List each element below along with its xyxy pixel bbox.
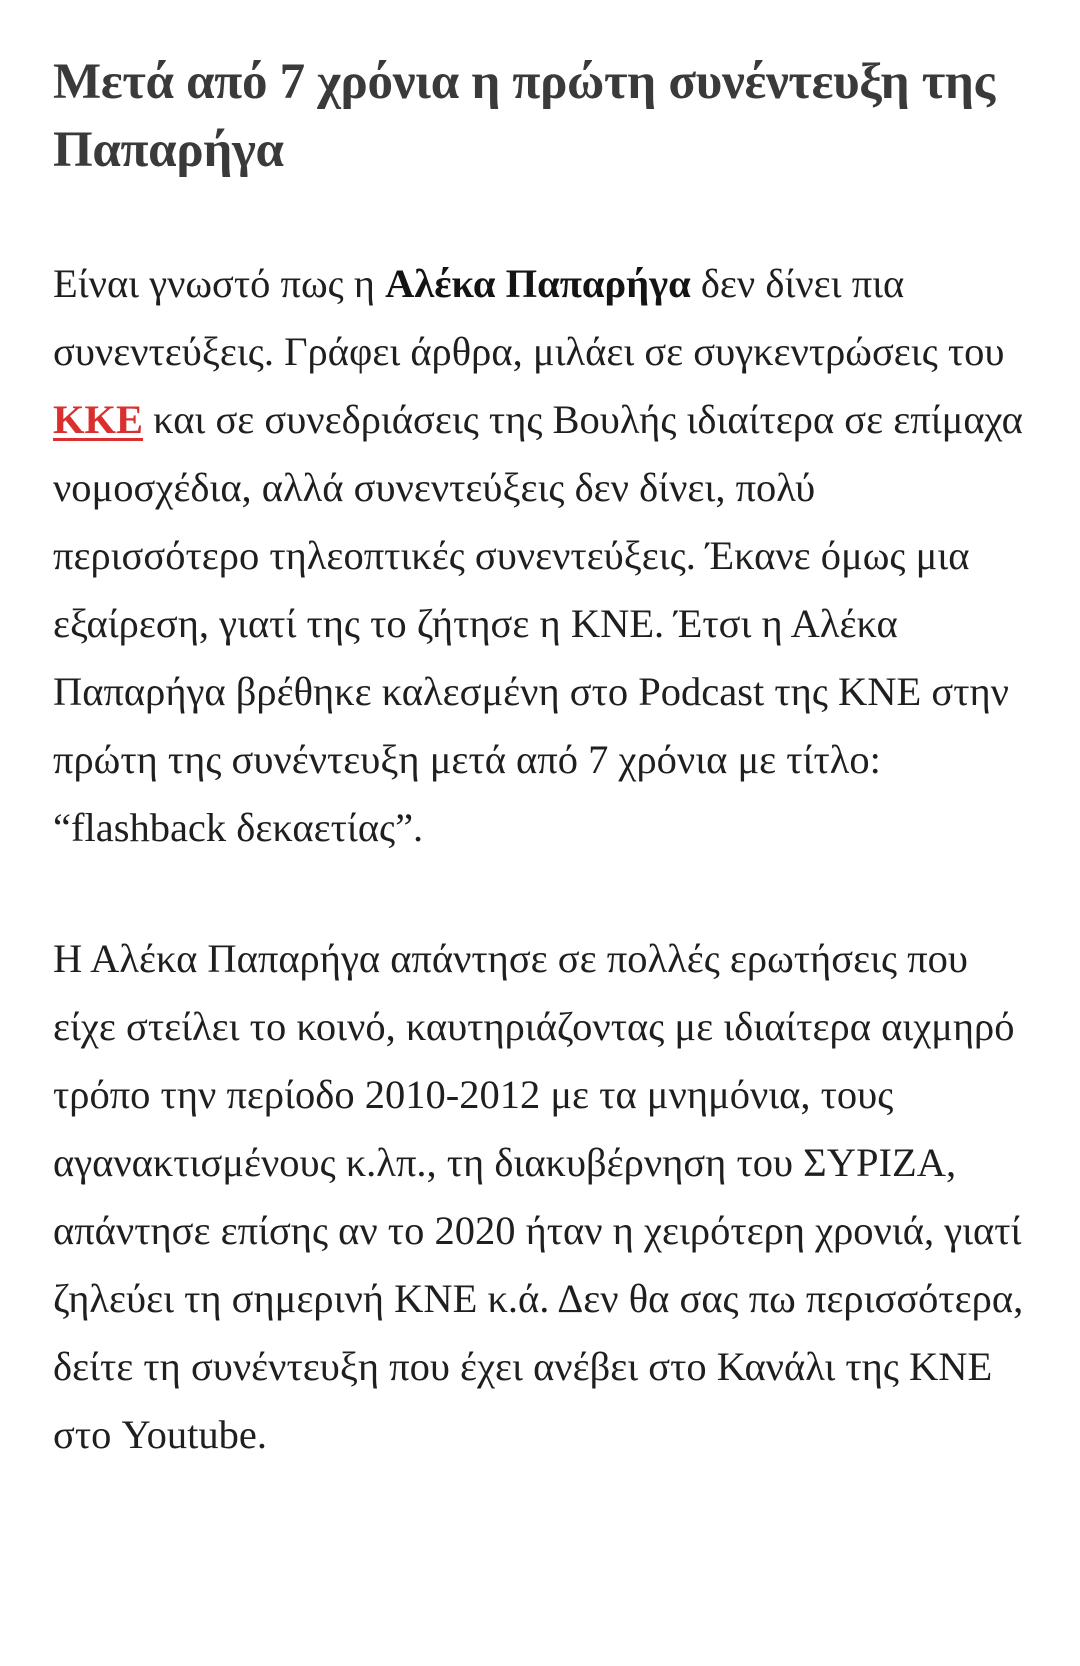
paragraph-1-text-c: και σε συνεδριάσεις της Βουλής ιδιαίτερα σε επίμαχα νομοσχέδια, αλλά συνεντεύξεις δεν δίνει, πολύ περισσότερο τηλεοπτικές συνεντεύξεις. Έκανε όμως μια εξαίρεση, γιατί της το ζήτησε η ΚΝΕ. Έτσι η Αλέκα Παπαρήγα βρέθηκε καλεσμένη στο Podcast της ΚΝΕ στην πρώτη της συνέντευξη μετά από 7 χρόνια με τίτλο: “flashback δεκαετίας”.	[53, 397, 1023, 850]
paragraph-1-text-b: δεν δίνει πια συνεντεύξεις. Γράφει άρθρα, μιλάει σε συγκεντρώσεις του	[53, 261, 1005, 374]
paragraph-1-text-a: Είναι γνωστό πως η	[53, 261, 386, 306]
article-paragraph-2: Η Αλέκα Παπαρήγα απάντησε σε πολλές ερωτήσεις που είχε στείλει το κοινό, καυτηριάζοντας με ιδιαίτερα αιχμηρό τρόπο την περίοδο 2010-2012 με τα μνημόνια, τους αγανακτισμένους κ.λπ., τη διακυβέρνηση του ΣΥΡΙΖΑ, απάντησε επίσης αν το 2020 ήταν η χειρότερη χρονιά, γιατί ζηλεύει τη σημερινή ΚΝΕ κ.ά. Δεν θα σας πω περισσότερα, δείτε τη συνέντευξη που έχει ανέβει στο Κανάλι της ΚΝΕ στο Youtube.	[53, 936, 1024, 1457]
kke-link[interactable]: ΚΚΕ	[53, 397, 144, 442]
bold-name-paparrhga: Αλέκα Παπαρήγα	[385, 261, 691, 306]
article-title: Μετά από 7 χρόνια η πρώτη συνέντευξη της Παπαρήγα	[53, 54, 995, 178]
article-paragraph-1	[53, 250, 1028, 862]
